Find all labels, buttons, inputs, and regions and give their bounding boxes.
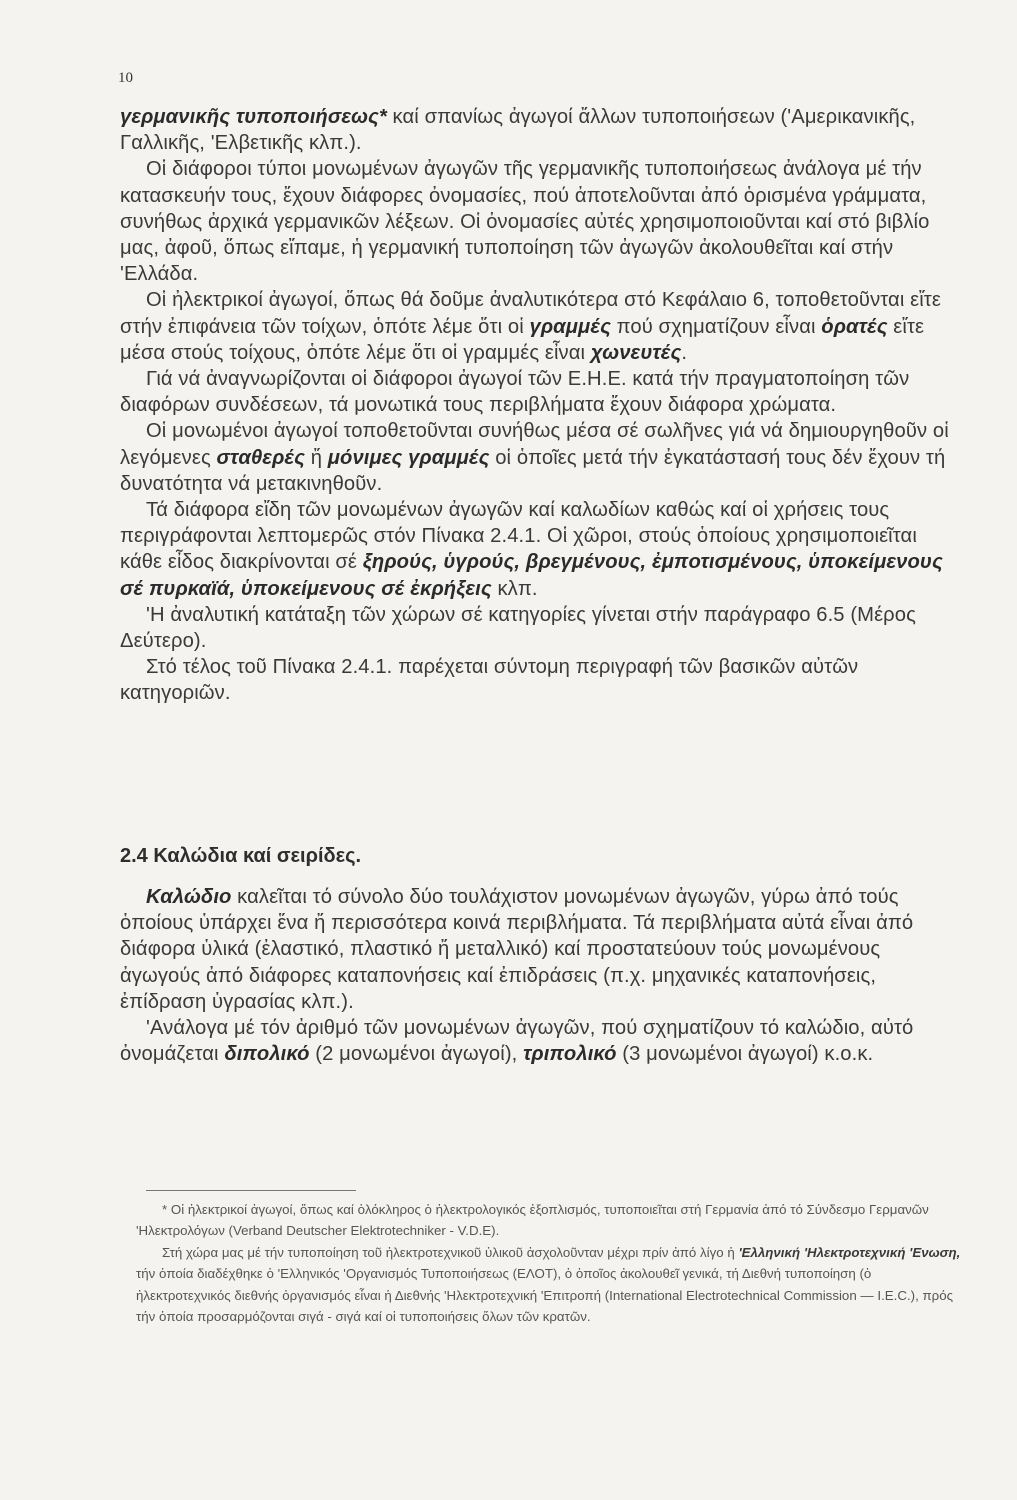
paragraph-text: οἱ ὁποῖες μετά τήν ἐγκατάστασή τους δέν ἔχουν τή δυνατότητα νά μετακινηθοῦν. <box>120 446 946 495</box>
paragraph-2: Οἱ διάφοροι τύποι μονωμένων ἀγωγῶν τῆς γερμανικῆς τυποποιήσεως ἀνάλογα μέ τήν κατασκευήν τους, ἔχουν διάφορες ὀνομασίες, πού ἀποτελοῦνται ἀπό ὁρισμένα γράμματα, συνήθως ἀρχικά γερμανικῶν λέξεων. Οἱ ὀνομασίες αὐτές χρησιμοποιοῦνται καί στό βιβλίο μας, ἀφοῦ, ὅπως εἴπαμε, ἡ γερμανική τυποποίηση τῶν ἀγωγῶν ἀκολουθεῖται καί στήν 'Ελλάδα. <box>120 158 930 286</box>
bold-term: σταθερές <box>216 446 305 469</box>
paragraph-text: Οἱ μονωμένοι ἀγωγοί τοποθετοῦνται συνήθως μέσα σέ σωλῆνες γιά νά δημιουργηθοῦν οἱ λεγόμενες <box>120 420 949 469</box>
bold-term: μόνιμες γραμμές <box>327 446 490 469</box>
bold-term: ὁρατές <box>821 315 888 338</box>
paragraph-8: Στό τέλος τοῦ Πίνακα 2.4.1. παρέχεται σύντομη περιγραφή τῶν βασικῶν αὐτῶν κατηγοριῶν. <box>120 656 859 705</box>
paragraph-7: 'Η ἀναλυτική κατάταξη τῶν χώρων σέ κατηγορίες γίνεται στήν παράγραφο 6.5 (Μέρος Δεύτερο). <box>120 603 916 653</box>
footnote-line-2 <box>136 1242 966 1328</box>
paragraph-5 <box>120 418 960 497</box>
footnote <box>136 1199 966 1327</box>
paragraph-3 <box>120 287 960 366</box>
paragraph-6 <box>120 497 960 602</box>
page-number: 10 <box>118 70 133 86</box>
section-text <box>120 884 960 1067</box>
bold-term: Καλώδιο <box>146 886 232 908</box>
paragraph-text: Τά διάφορα εἴδη τῶν μονωμένων ἀγωγῶν καί καλωδίων καθώς καί οἱ χρήσεις τους περιγράφονται λεπτομερῶς στόν Πίνακα 2.4.1. Οἱ χῶροι, στούς ὁποίους χρησιμοποιεῖται κάθε εἶδος διακρίνονται σέ <box>120 499 917 574</box>
bold-term: γερμανικῆς τυποποιήσεως* <box>120 106 387 128</box>
paragraph-text: (2 μονωμένοι ἀγωγοί), <box>309 1043 524 1066</box>
footnote-line-1: * Οἱ ἠλεκτρικοί ἀγωγοί, ὅπως καί ὁλόκληρος ὁ ἠλεκτρολογικός ἐξοπλισμός, τυποποιεῖται στή Γερμανία ἀπό τό Σύνδεσμο Γερμανῶν 'Ηλεκτρολόγων (Verband Deutscher Elektrotechniker - V.D.E). <box>136 1202 929 1239</box>
paragraph-text: πού σχηματίζουν εἶναι <box>610 315 822 338</box>
paragraph-text: καλεῖται τό σύνολο δύο τουλάχιστον μονωμένων ἀγωγῶν, γύρω ἀπό τούς ὁποίους ὑπάρχει ἕνα ἤ περισσότερα κοινά περιβλήματα. Τά περιβλήματα αὐτά εἶναι ἀπό διάφορα ὑλικά (ἐλαστικό, πλαστικό ἤ μεταλλικό) καί προστατεύουν τούς μονωμένους ἀγωγούς ἀπό διάφορες καταπονήσεις καί ἐπιδράσεις (π.χ. μηχανικές καταπονήσεις, ἐπίδραση ὑγρασίας κλπ.). <box>120 886 914 1013</box>
paragraph-text: καί σπανίως ἀγωγοί ἄλλων τυποποιήσεων ('Αμερικανικῆς, Γαλλικῆς, 'Ελβετικῆς κλπ.). <box>120 106 916 155</box>
footnote-divider <box>146 1190 356 1191</box>
footnote-bold-term: 'Ελληνική 'Ηλεκτροτεχνική 'Ενωση, <box>738 1244 961 1260</box>
paragraph-text: . <box>681 341 688 364</box>
bold-term: τριπολικό <box>523 1043 617 1066</box>
paragraph-text: 'Ανάλογα μέ τόν ἀριθμό τῶν μονωμένων ἀγωγῶν, πού σχηματίζουν τό καλώδιο, αὐτό ὀνομάζεται <box>120 1017 914 1066</box>
paragraph-text: (3 μονωμένοι ἀγωγοί) κ.ο.κ. <box>616 1043 874 1066</box>
paragraph-text: εἴτε μέσα στούς τοίχους, ὁπότε λέμε ὅτι οἱ γραμμές εἶναι <box>120 315 925 364</box>
paragraph-4: Γιά νά ἀναγνωρίζονται οἱ διάφοροι ἀγωγοί τῶν Ε.Η.Ε. κατά τήν πραγματοποίηση τῶν διαφόρων συνδέσεων, τά μονωτικά τους περιβλήματα ἔχουν διάφορα χρώματα. <box>120 368 910 417</box>
section-paragraph-1 <box>120 884 960 1015</box>
section-paragraph-2 <box>120 1015 960 1067</box>
paragraph-1 <box>120 104 960 156</box>
main-text <box>120 104 960 707</box>
paragraph-text: κλπ. <box>491 577 538 600</box>
bold-term: γραμμές <box>529 315 611 338</box>
paragraph-text: ἤ <box>305 446 328 469</box>
footnote-text: τήν ὁποία διαδέχθηκε ὁ 'Ελληνικός 'Οργανισμός Τυποποιήσεως (ΕΛΟΤ), ὁ ὁποῖος ἀκολουθεῖ γενικά, τή Διεθνή τυποποίηση (ὁ ἠλεκτροτεχνικός διεθνής ὀργανισμός εἶναι ἡ Διεθνής 'Ηλεκτροτεχνική 'Επιτροπή (International Electrotechnical Commission — I.E.C.), πρός τήν ὁποία προσαρμόζονται σιγά - σιγά καί οἱ τυποποιήσεις ὅλων τῶν κρατῶν. <box>136 1266 954 1325</box>
paragraph-text: Οἱ ἠλεκτρικοί ἀγωγοί, ὅπως θά δοῦμε ἀναλυτικότερα στό Κεφάλαιο 6, τοποθετοῦνται εἴτε στήν ἐπιφάνεια τῶν τοίχων, ὁπότε λέμε ὅτι οἱ <box>120 289 941 338</box>
section-heading: 2.4 Καλώδια καί σειρίδες. <box>120 845 362 867</box>
footnote-text: Στή χώρα μας μέ τήν τυποποίηση τοῦ ἠλεκτροτεχνικοῦ ὑλικοῦ ἀσχολοῦνταν μέχρι πρίν ἀπό λίγο ἡ <box>162 1244 739 1260</box>
bold-term: διπολικό <box>224 1043 310 1066</box>
bold-term: ξηρούς, ὑγρούς, βρεγμένους, ἐμποτισμένους, ὑποκείμενους σέ πυρκαϊά, ὑποκείμενους σέ ἐκρήξεις <box>120 551 943 600</box>
bold-term: χωνευτές <box>590 341 682 364</box>
